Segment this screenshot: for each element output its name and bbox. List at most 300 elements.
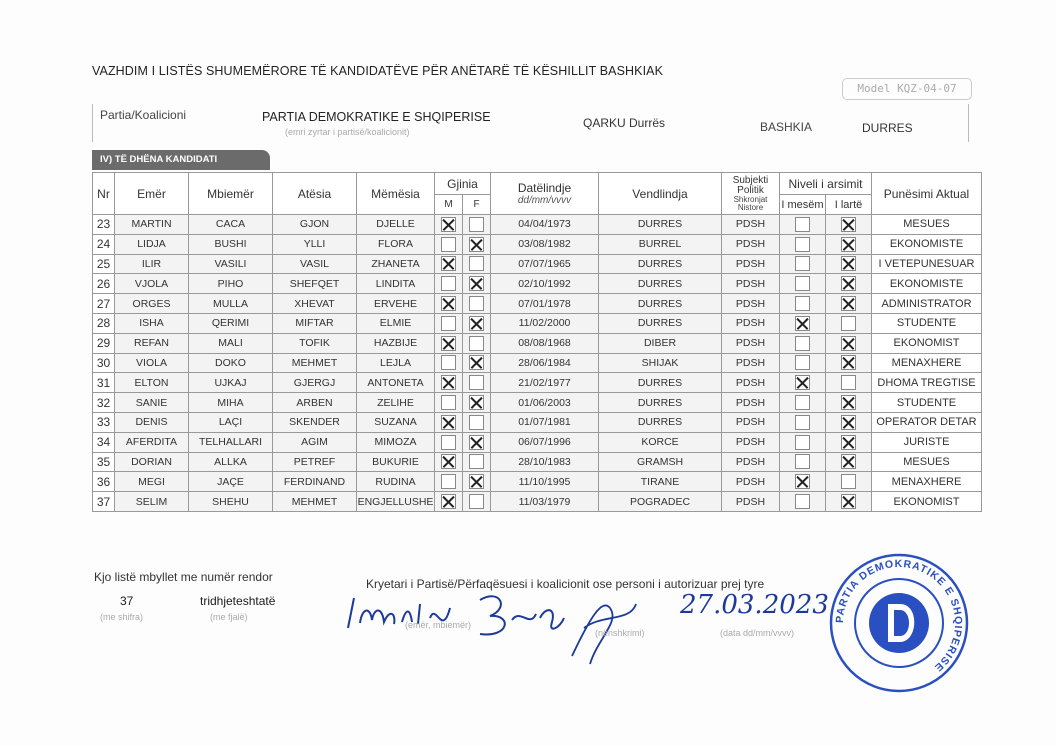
- signature-date: 27.03.2023: [680, 590, 829, 620]
- row-datelindje: 08/08/1968: [491, 333, 599, 353]
- gender-m-cell: [435, 393, 463, 413]
- gender-f-cell: [463, 234, 491, 254]
- row-nr: 37: [93, 492, 115, 512]
- candidates-table-body: [93, 215, 982, 512]
- row-punesimi: EKONOMISTE: [872, 274, 982, 294]
- row-vendlindja: KORCE: [599, 432, 722, 452]
- row-vendlindja: DURRES: [599, 215, 722, 235]
- gender-m-cell: [435, 373, 463, 393]
- row-punesimi: MESUES: [872, 215, 982, 235]
- col-gjinia-f: F: [463, 195, 491, 215]
- row-subjekti: PDSH: [722, 492, 780, 512]
- row-datelindje: 28/10/1983: [491, 452, 599, 472]
- gender-f-checkbox[interactable]: [469, 276, 484, 291]
- row-memesia: HAZBIJE: [357, 333, 435, 353]
- row-mbiemer: UJKAJ: [189, 373, 273, 393]
- table-row: [93, 215, 982, 235]
- arsim-mesem-cell: [780, 234, 826, 254]
- row-subjekti: PDSH: [722, 452, 780, 472]
- row-subjekti: PDSH: [722, 373, 780, 393]
- arsim-larte-checkbox[interactable]: [841, 316, 856, 331]
- arsim-larte-cell: [826, 215, 872, 235]
- table-row: [93, 234, 982, 254]
- arsim-mesem-cell: [780, 353, 826, 373]
- row-datelindje: 11/03/1979: [491, 492, 599, 512]
- table-row: [93, 393, 982, 413]
- row-vendlindja: TIRANE: [599, 472, 722, 492]
- arsim-mesem-checkbox[interactable]: [795, 494, 810, 509]
- model-code: Model KQZ-04-07: [842, 78, 972, 100]
- arsim-mesem-checkbox[interactable]: [795, 395, 810, 410]
- gender-f-checkbox[interactable]: [469, 454, 484, 469]
- arsim-larte-checkbox[interactable]: [841, 435, 856, 450]
- row-nr: 34: [93, 432, 115, 452]
- row-punesimi: DHOMA TREGTISE: [872, 373, 982, 393]
- arsim-mesem-checkbox[interactable]: [795, 415, 810, 430]
- col-niveli: Niveli i arsimit: [780, 173, 872, 195]
- row-memesia: ENGJELLUSHE: [357, 492, 435, 512]
- table-row: [93, 333, 982, 353]
- table-row: [93, 412, 982, 432]
- row-subjekti: PDSH: [722, 234, 780, 254]
- row-memesia: LINDITA: [357, 274, 435, 294]
- gender-m-cell: [435, 353, 463, 373]
- gender-m-cell: [435, 234, 463, 254]
- arsim-larte-checkbox[interactable]: [841, 237, 856, 252]
- col-shkronjat-label: Shkronjat: [733, 194, 768, 204]
- arsim-mesem-cell: [780, 313, 826, 333]
- arsim-larte-cell: [826, 472, 872, 492]
- gender-f-checkbox[interactable]: [469, 375, 484, 390]
- row-nr: 25: [93, 254, 115, 274]
- row-vendlindja: DURRES: [599, 254, 722, 274]
- row-atesia: MEHMET: [273, 492, 357, 512]
- row-atesia: YLLI: [273, 234, 357, 254]
- row-subjekti: PDSH: [722, 353, 780, 373]
- gender-f-cell: [463, 472, 491, 492]
- row-punesimi: JURISTE: [872, 432, 982, 452]
- row-emer: ELTON: [115, 373, 189, 393]
- col-politik-label: Politik: [737, 184, 764, 196]
- arsim-larte-cell: [826, 333, 872, 353]
- form-title: VAZHDIM I LISTËS SHUMEMËRORE TË KANDIDATËVE PËR ANËTARË TË KËSHILLIT BASHKIAK: [92, 64, 664, 78]
- table-row: [93, 254, 982, 274]
- gender-f-checkbox[interactable]: [469, 217, 484, 232]
- col-datelindje-label: Datëlindje: [517, 181, 572, 195]
- gender-m-cell: [435, 254, 463, 274]
- col-mbiemer: Mbiemër: [189, 173, 273, 215]
- row-subjekti: PDSH: [722, 215, 780, 235]
- arsim-mesem-cell: [780, 254, 826, 274]
- arsim-larte-checkbox[interactable]: [841, 415, 856, 430]
- row-mbiemer: CACA: [189, 215, 273, 235]
- gender-m-checkbox[interactable]: [441, 474, 456, 489]
- row-atesia: MIFTAR: [273, 313, 357, 333]
- col-atesia: Atësia: [273, 173, 357, 215]
- gender-f-cell: [463, 492, 491, 512]
- footer-count-number: 37: [120, 594, 134, 608]
- gender-f-checkbox[interactable]: [469, 256, 484, 271]
- arsim-mesem-cell: [780, 294, 826, 314]
- arsim-mesem-cell: [780, 373, 826, 393]
- row-mbiemer: MIHA: [189, 393, 273, 413]
- row-emer: SANIE: [115, 393, 189, 413]
- gender-m-cell: [435, 472, 463, 492]
- row-subjekti: PDSH: [722, 313, 780, 333]
- arsim-mesem-checkbox[interactable]: [795, 375, 810, 390]
- row-vendlindja: DURRES: [599, 294, 722, 314]
- row-atesia: MEHMET: [273, 353, 357, 373]
- signature-sign-sub: (nënshkrimi): [595, 628, 645, 638]
- row-memesia: ZHANETA: [357, 254, 435, 274]
- gender-f-cell: [463, 254, 491, 274]
- arsim-mesem-cell: [780, 452, 826, 472]
- row-punesimi: EKONOMIST: [872, 333, 982, 353]
- gender-f-cell: [463, 393, 491, 413]
- col-gjinia-m: M: [435, 195, 463, 215]
- gender-f-cell: [463, 274, 491, 294]
- arsim-larte-cell: [826, 254, 872, 274]
- arsim-larte-checkbox[interactable]: [841, 336, 856, 351]
- row-atesia: SHEFQET: [273, 274, 357, 294]
- gender-f-checkbox[interactable]: [469, 474, 484, 489]
- signature-date-sub: (data dd/mm/vvvv): [720, 628, 795, 638]
- gender-m-checkbox[interactable]: [441, 217, 456, 232]
- table-row: [93, 313, 982, 333]
- arsim-larte-checkbox[interactable]: [841, 276, 856, 291]
- gender-m-checkbox[interactable]: [441, 336, 456, 351]
- row-subjekti: PDSH: [722, 412, 780, 432]
- row-vendlindja: BURREL: [599, 234, 722, 254]
- arsim-larte-checkbox[interactable]: [841, 494, 856, 509]
- col-memesia: Mëmësia: [357, 173, 435, 215]
- gender-f-checkbox[interactable]: [469, 435, 484, 450]
- row-memesia: ERVEHE: [357, 294, 435, 314]
- gender-m-checkbox[interactable]: [441, 256, 456, 271]
- gender-m-checkbox[interactable]: [441, 395, 456, 410]
- row-datelindje: 03/08/1982: [491, 234, 599, 254]
- row-nr: 28: [93, 313, 115, 333]
- col-subjekti-label: Subjekti: [732, 174, 769, 186]
- gender-m-cell: [435, 492, 463, 512]
- row-atesia: FERDINAND: [273, 472, 357, 492]
- gender-m-checkbox[interactable]: [441, 494, 456, 509]
- gender-m-checkbox[interactable]: [441, 316, 456, 331]
- row-vendlindja: DURRES: [599, 373, 722, 393]
- party-sub-label: (emri zyrtar i partisë/koalicionit): [285, 127, 410, 137]
- row-emer: ISHA: [115, 313, 189, 333]
- row-memesia: RUDINA: [357, 472, 435, 492]
- row-memesia: ZELIHE: [357, 393, 435, 413]
- party-stamp-icon: [828, 552, 970, 694]
- row-mbiemer: PIHO: [189, 274, 273, 294]
- row-nr: 29: [93, 333, 115, 353]
- arsim-larte-checkbox[interactable]: [841, 256, 856, 271]
- footer-close-label: Kjo listë mbyllet me numër rendor: [94, 570, 273, 584]
- row-vendlindja: POGRADEC: [599, 492, 722, 512]
- gender-m-checkbox[interactable]: [441, 355, 456, 370]
- row-memesia: ANTONETA: [357, 373, 435, 393]
- gender-m-cell: [435, 333, 463, 353]
- row-punesimi: MENAXHERE: [872, 353, 982, 373]
- row-datelindje: 01/07/1981: [491, 412, 599, 432]
- row-nr: 26: [93, 274, 115, 294]
- row-mbiemer: LAÇI: [189, 412, 273, 432]
- row-mbiemer: ALLKA: [189, 452, 273, 472]
- row-vendlindja: DURRES: [599, 393, 722, 413]
- arsim-mesem-cell: [780, 393, 826, 413]
- arsim-mesem-checkbox[interactable]: [795, 474, 810, 489]
- row-subjekti: PDSH: [722, 432, 780, 452]
- gender-m-checkbox[interactable]: [441, 375, 456, 390]
- gender-f-checkbox[interactable]: [469, 336, 484, 351]
- arsim-mesem-cell: [780, 215, 826, 235]
- arsim-larte-cell: [826, 313, 872, 333]
- party-name: PARTIA DEMOKRATIKE E SHQIPERISE: [262, 110, 491, 124]
- qarku-label: QARKU Durrës: [583, 116, 666, 130]
- row-nr: 35: [93, 452, 115, 472]
- row-atesia: GJERGJ: [273, 373, 357, 393]
- row-atesia: VASIL: [273, 254, 357, 274]
- handwritten-signature-icon: [340, 578, 640, 668]
- row-emer: MARTIN: [115, 215, 189, 235]
- col-punesimi: Punësimi Aktual: [872, 173, 982, 215]
- arsim-mesem-checkbox[interactable]: [795, 276, 810, 291]
- row-mbiemer: TELHALLARI: [189, 432, 273, 452]
- footer-count-word: tridhjeteshtatë: [200, 594, 276, 608]
- arsim-larte-checkbox[interactable]: [841, 474, 856, 489]
- row-nr: 27: [93, 294, 115, 314]
- gender-f-checkbox[interactable]: [469, 395, 484, 410]
- gender-f-cell: [463, 353, 491, 373]
- candidates-table: [92, 172, 982, 512]
- arsim-larte-checkbox[interactable]: [841, 395, 856, 410]
- row-emer: ILIR: [115, 254, 189, 274]
- arsim-larte-cell: [826, 353, 872, 373]
- row-mbiemer: QERIMI: [189, 313, 273, 333]
- row-nr: 23: [93, 215, 115, 235]
- row-emer: SELIM: [115, 492, 189, 512]
- row-mbiemer: BUSHI: [189, 234, 273, 254]
- bashkia-label: BASHKIA: [760, 120, 813, 134]
- gender-f-checkbox[interactable]: [469, 494, 484, 509]
- arsim-mesem-checkbox[interactable]: [795, 217, 810, 232]
- gender-m-checkbox[interactable]: [441, 415, 456, 430]
- row-mbiemer: MALI: [189, 333, 273, 353]
- row-emer: ORGES: [115, 294, 189, 314]
- gender-m-cell: [435, 432, 463, 452]
- arsim-mesem-checkbox[interactable]: [795, 355, 810, 370]
- table-row: [93, 373, 982, 393]
- row-nr: 32: [93, 393, 115, 413]
- gender-m-checkbox[interactable]: [441, 435, 456, 450]
- party-info-bar: [92, 104, 969, 142]
- row-atesia: XHEVAT: [273, 294, 357, 314]
- arsim-mesem-cell: [780, 492, 826, 512]
- row-memesia: LEJLA: [357, 353, 435, 373]
- arsim-larte-checkbox[interactable]: [841, 217, 856, 232]
- gender-f-checkbox[interactable]: [469, 355, 484, 370]
- col-datelindje: [491, 173, 599, 215]
- row-mbiemer: SHEHU: [189, 492, 273, 512]
- row-punesimi: OPERATOR DETAR: [872, 412, 982, 432]
- row-nr: 30: [93, 353, 115, 373]
- row-memesia: BUKURIE: [357, 452, 435, 472]
- row-atesia: TOFIK: [273, 333, 357, 353]
- arsim-larte-cell: [826, 452, 872, 472]
- footer-num-sub: (me shifra): [100, 612, 144, 622]
- arsim-mesem-cell: [780, 412, 826, 432]
- gender-m-checkbox[interactable]: [441, 454, 456, 469]
- row-memesia: SUZANA: [357, 412, 435, 432]
- arsim-mesem-cell: [780, 274, 826, 294]
- row-memesia: MIMOZA: [357, 432, 435, 452]
- gender-f-cell: [463, 452, 491, 472]
- arsim-mesem-checkbox[interactable]: [795, 336, 810, 351]
- gender-m-cell: [435, 452, 463, 472]
- row-vendlindja: DURRES: [599, 412, 722, 432]
- gender-m-checkbox[interactable]: [441, 276, 456, 291]
- row-datelindje: 28/06/1984: [491, 353, 599, 373]
- row-datelindje: 02/10/1992: [491, 274, 599, 294]
- row-punesimi: STUDENTE: [872, 313, 982, 333]
- col-gjinia: Gjinia: [435, 173, 491, 195]
- row-punesimi: ADMINISTRATOR: [872, 294, 982, 314]
- row-subjekti: PDSH: [722, 393, 780, 413]
- row-memesia: FLORA: [357, 234, 435, 254]
- gender-f-cell: [463, 294, 491, 314]
- footer-word-sub: (me fjalë): [210, 612, 248, 622]
- gender-f-cell: [463, 313, 491, 333]
- row-vendlindja: DIBER: [599, 333, 722, 353]
- row-subjekti: PDSH: [722, 294, 780, 314]
- row-datelindje: 01/06/2003: [491, 393, 599, 413]
- row-punesimi: I VETEPUNESUAR: [872, 254, 982, 274]
- row-emer: MEGI: [115, 472, 189, 492]
- row-atesia: AGIM: [273, 432, 357, 452]
- arsim-mesem-cell: [780, 432, 826, 452]
- row-memesia: DJELLE: [357, 215, 435, 235]
- table-row: [93, 432, 982, 452]
- arsim-larte-checkbox[interactable]: [841, 355, 856, 370]
- table-row: [93, 492, 982, 512]
- row-datelindje: 11/02/2000: [491, 313, 599, 333]
- gender-m-cell: [435, 294, 463, 314]
- row-nr: 33: [93, 412, 115, 432]
- col-vendlindja: Vendlindja: [599, 173, 722, 215]
- row-mbiemer: VASILI: [189, 254, 273, 274]
- signature-label: Kryetari i Partisë/Përfaqësuesi i koalicionit ose personi i autorizuar prej tyre: [366, 577, 765, 591]
- arsim-larte-checkbox[interactable]: [841, 454, 856, 469]
- row-emer: AFERDITA: [115, 432, 189, 452]
- col-arsim-larte: I lartë: [826, 195, 872, 215]
- gender-f-cell: [463, 432, 491, 452]
- row-punesimi: EKONOMISTE: [872, 234, 982, 254]
- arsim-larte-cell: [826, 294, 872, 314]
- arsim-mesem-cell: [780, 472, 826, 492]
- table-row: [93, 294, 982, 314]
- section-title: IV) TË DHËNA KANDIDATI: [92, 150, 270, 170]
- arsim-mesem-checkbox[interactable]: [795, 256, 810, 271]
- col-subjekti: [722, 173, 780, 215]
- row-datelindje: 11/10/1995: [491, 472, 599, 492]
- row-atesia: ARBEN: [273, 393, 357, 413]
- arsim-larte-checkbox[interactable]: [841, 375, 856, 390]
- row-memesia: ELMIE: [357, 313, 435, 333]
- arsim-larte-cell: [826, 373, 872, 393]
- row-emer: VIOLA: [115, 353, 189, 373]
- col-emer: Emër: [115, 173, 189, 215]
- party-label: Partia/Koalicioni: [100, 108, 187, 122]
- row-punesimi: STUDENTE: [872, 393, 982, 413]
- row-subjekti: PDSH: [722, 254, 780, 274]
- arsim-mesem-checkbox[interactable]: [795, 237, 810, 252]
- row-mbiemer: DOKO: [189, 353, 273, 373]
- bashkia-value: DURRES: [862, 121, 913, 135]
- gender-m-checkbox[interactable]: [441, 296, 456, 311]
- row-mbiemer: JAÇE: [189, 472, 273, 492]
- gender-m-checkbox[interactable]: [441, 237, 456, 252]
- row-datelindje: 07/01/1978: [491, 294, 599, 314]
- col-datelindje-format: dd/mm/vvvv: [517, 195, 572, 206]
- arsim-mesem-checkbox[interactable]: [795, 454, 810, 469]
- row-nr: 31: [93, 373, 115, 393]
- row-punesimi: EKONOMIST: [872, 492, 982, 512]
- gender-f-checkbox[interactable]: [469, 316, 484, 331]
- row-nr: 36: [93, 472, 115, 492]
- arsim-larte-cell: [826, 492, 872, 512]
- col-arsim-mesem: I mesëm: [780, 195, 826, 215]
- row-punesimi: MESUES: [872, 452, 982, 472]
- gender-f-cell: [463, 373, 491, 393]
- row-vendlindja: DURRES: [599, 274, 722, 294]
- svg-text:PARTIA DEMOKRATIKE E SHQIPERIS: PARTIA DEMOKRATIKE E SHQIPERISE: [833, 557, 965, 675]
- gender-m-cell: [435, 215, 463, 235]
- row-datelindje: 04/04/1973: [491, 215, 599, 235]
- row-vendlindja: GRAMSH: [599, 452, 722, 472]
- arsim-mesem-checkbox[interactable]: [795, 316, 810, 331]
- gender-f-cell: [463, 333, 491, 353]
- row-emer: LIDJA: [115, 234, 189, 254]
- row-mbiemer: MULLA: [189, 294, 273, 314]
- row-emer: VJOLA: [115, 274, 189, 294]
- arsim-larte-cell: [826, 234, 872, 254]
- arsim-mesem-checkbox[interactable]: [795, 296, 810, 311]
- col-nr: Nr: [93, 173, 115, 215]
- row-nr: 24: [93, 234, 115, 254]
- table-row: [93, 274, 982, 294]
- arsim-larte-cell: [826, 274, 872, 294]
- arsim-larte-cell: [826, 393, 872, 413]
- arsim-mesem-checkbox[interactable]: [795, 435, 810, 450]
- gender-f-cell: [463, 215, 491, 235]
- row-vendlindja: DURRES: [599, 313, 722, 333]
- gender-f-checkbox[interactable]: [469, 237, 484, 252]
- arsim-larte-cell: [826, 412, 872, 432]
- arsim-larte-checkbox[interactable]: [841, 296, 856, 311]
- row-subjekti: PDSH: [722, 274, 780, 294]
- arsim-mesem-cell: [780, 333, 826, 353]
- gender-f-checkbox[interactable]: [469, 415, 484, 430]
- row-atesia: SKENDER: [273, 412, 357, 432]
- gender-m-cell: [435, 313, 463, 333]
- gender-f-checkbox[interactable]: [469, 296, 484, 311]
- table-row: [93, 452, 982, 472]
- row-atesia: GJON: [273, 215, 357, 235]
- row-datelindje: 07/07/1965: [491, 254, 599, 274]
- arsim-larte-cell: [826, 432, 872, 452]
- table-row: [93, 472, 982, 492]
